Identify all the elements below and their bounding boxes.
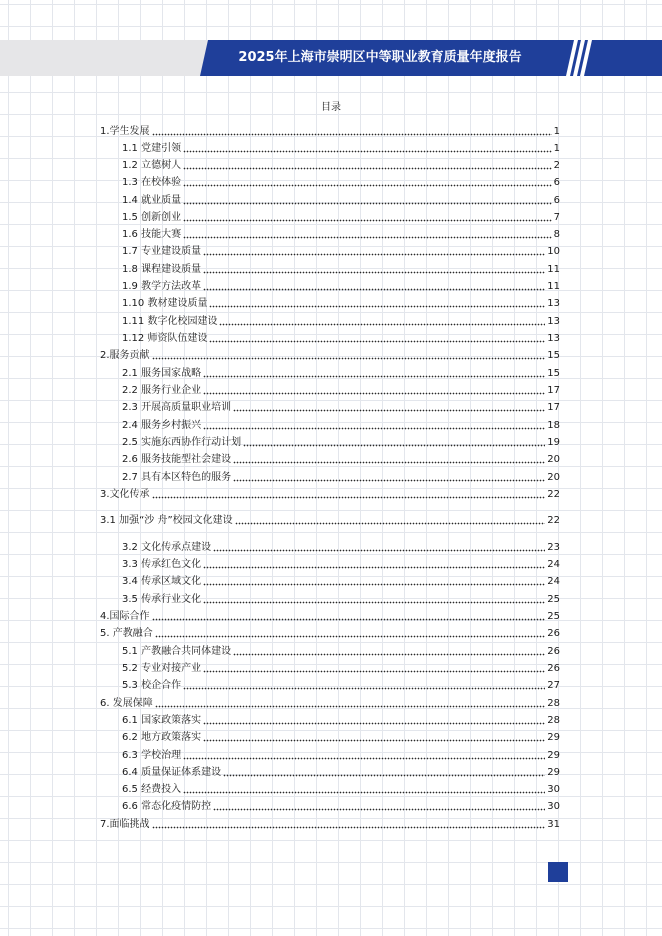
toc-dot-leader	[219, 323, 545, 326]
toc-entry-label: 6.3 学校治理	[122, 750, 182, 761]
toc-entry-page: 22	[547, 489, 560, 500]
toc-dot-leader	[183, 687, 545, 690]
toc-entry[interactable]	[122, 470, 560, 484]
toc-entry-page: 7	[553, 212, 560, 223]
toc-entry-page: 11	[547, 264, 560, 275]
toc-entry-page: 19	[547, 437, 560, 448]
toc-entry-page: 29	[547, 767, 560, 778]
toc-entry[interactable]	[122, 713, 560, 727]
toc-dot-leader	[209, 340, 545, 343]
toc-entry-label: 1.3 在校体验	[122, 177, 182, 188]
toc-entry-page: 24	[547, 576, 560, 587]
toc-dot-leader	[183, 757, 545, 760]
toc-entry[interactable]	[100, 124, 560, 138]
toc-entry-label: 3.4 传承区域文化	[122, 576, 202, 587]
toc-entry-label: 6. 发展保障	[100, 698, 153, 709]
toc-entry[interactable]	[122, 158, 560, 172]
toc-entry-page: 6	[553, 177, 560, 188]
toc-entry-page: 28	[547, 715, 560, 726]
toc-entry-label: 6.1 国家政策落实	[122, 715, 202, 726]
toc-entry[interactable]	[122, 193, 560, 207]
toc-dot-leader	[243, 444, 545, 447]
toc-dot-leader	[233, 479, 545, 482]
toc-dot-leader	[183, 219, 552, 222]
toc-entry-label: 1.7 专业建设质量	[122, 246, 202, 257]
toc-entry-label: 2.4 服务乡村振兴	[122, 420, 202, 431]
toc-entry-label: 7.面临挑战	[100, 819, 150, 830]
toc-entry-label: 2.5 实施东西协作行动计划	[122, 437, 242, 448]
toc-entry-page: 11	[547, 281, 560, 292]
toc-dot-leader	[203, 670, 545, 673]
toc-entry-label: 1.10 教材建设质量	[122, 298, 208, 309]
toc-entry-label: 1.4 就业质量	[122, 195, 182, 206]
toc-entry[interactable]	[122, 314, 560, 328]
toc-entry-page: 17	[547, 385, 560, 396]
toc-dot-leader	[152, 618, 546, 621]
toc-entry-label: 2.3 开展高质量职业培训	[122, 402, 232, 413]
toc-entry[interactable]	[122, 435, 560, 449]
toc-dot-leader	[183, 236, 552, 239]
toc-dot-leader	[209, 305, 545, 308]
toc-dot-leader	[155, 705, 546, 708]
toc-entry-label: 5.3 校企合作	[122, 680, 182, 691]
toc-entry[interactable]	[122, 557, 560, 571]
toc-dot-leader	[203, 427, 545, 430]
toc-entry-label: 2.2 服务行业企业	[122, 385, 202, 396]
toc-dot-leader	[152, 496, 546, 499]
toc-entry[interactable]	[122, 331, 560, 345]
toc-entry-label: 1.8 课程建设质量	[122, 264, 202, 275]
toc-entry[interactable]	[100, 513, 560, 527]
toc-entry[interactable]	[122, 678, 560, 692]
toc-entry[interactable]	[122, 227, 560, 241]
toc-dot-leader	[183, 184, 552, 187]
toc-entry[interactable]	[122, 296, 560, 310]
page-corner-marker	[548, 862, 568, 882]
toc-dot-leader	[203, 566, 545, 569]
toc-entry-page: 30	[547, 784, 560, 795]
toc-dot-leader	[213, 549, 545, 552]
toc-entry-page: 25	[547, 611, 560, 622]
toc-dot-leader	[152, 133, 552, 136]
toc-entry-label: 2.1 服务国家战略	[122, 368, 202, 379]
toc-entry-label: 2.服务贡献	[100, 350, 150, 361]
toc-entry-page: 24	[547, 559, 560, 570]
toc-entry[interactable]	[100, 817, 560, 831]
toc-dot-leader	[203, 601, 545, 604]
toc-entry[interactable]	[100, 626, 560, 640]
toc-entry-page: 30	[547, 801, 560, 812]
toc-entry-page: 29	[547, 732, 560, 743]
toc-entry-label: 6.6 常态化疫情防控	[122, 801, 212, 812]
report-title: 2025年上海市崇明区中等职业教育质量年度报告	[238, 50, 522, 65]
toc-dot-leader	[152, 826, 546, 829]
toc-entry-label: 4.国际合作	[100, 611, 150, 622]
toc-dot-leader	[183, 202, 552, 205]
toc-entry-label: 2.6 服务技能型社会建设	[122, 454, 232, 465]
toc-entry[interactable]	[122, 765, 560, 779]
toc-entry-page: 1	[553, 143, 560, 154]
toc-entry[interactable]	[122, 661, 560, 675]
toc-dot-leader	[233, 409, 545, 412]
toc-entry-page: 26	[547, 663, 560, 674]
toc-heading: 目录	[321, 102, 341, 113]
toc-entry-label: 5.2 专业对接产业	[122, 663, 202, 674]
toc-entry-page: 15	[547, 368, 560, 379]
toc-entry-page: 20	[547, 454, 560, 465]
toc-dot-leader	[233, 461, 545, 464]
toc-entry-page: 8	[553, 229, 560, 240]
toc-entry-label: 3.3 传承红色文化	[122, 559, 202, 570]
toc-entry-page: 26	[547, 628, 560, 639]
toc-entry-page: 22	[547, 515, 560, 526]
toc-dot-leader	[203, 722, 545, 725]
toc-entry-label: 6.2 地方政策落实	[122, 732, 202, 743]
toc-entry-label: 5.1 产教融合共同体建设	[122, 646, 232, 657]
toc-entry-page: 15	[547, 350, 560, 361]
toc-entry-page: 10	[547, 246, 560, 257]
toc-entry-page: 26	[547, 646, 560, 657]
toc-entry-label: 5. 产教融合	[100, 628, 153, 639]
toc-dot-leader	[203, 288, 545, 291]
toc-entry[interactable]	[122, 383, 560, 397]
toc-entry[interactable]	[122, 799, 560, 813]
toc-entry[interactable]	[122, 210, 560, 224]
toc-entry-label: 1.9 教学方法改革	[122, 281, 202, 292]
toc-entry-page: 6	[553, 195, 560, 206]
toc-entry-label: 6.4 质量保证体系建设	[122, 767, 222, 778]
toc-entry-label: 6.5 经费投入	[122, 784, 182, 795]
toc-entry[interactable]	[122, 592, 560, 606]
toc-entry-page: 28	[547, 698, 560, 709]
toc-entry-label: 1.12 师资队伍建设	[122, 333, 208, 344]
toc-entry-page: 13	[547, 298, 560, 309]
toc-entry[interactable]	[122, 279, 560, 293]
toc-entry-page: 20	[547, 472, 560, 483]
toc-dot-leader	[203, 375, 545, 378]
toc-entry-label: 3.2 文化传承点建设	[122, 542, 212, 553]
toc-dot-leader	[183, 167, 552, 170]
toc-entry[interactable]	[122, 400, 560, 414]
toc-entry-page: 27	[547, 680, 560, 691]
toc-entry[interactable]	[122, 540, 560, 554]
toc-entry-label: 1.学生发展	[100, 126, 150, 137]
toc-dot-leader	[223, 774, 545, 777]
toc-entry-page: 31	[547, 819, 560, 830]
toc-entry[interactable]	[100, 609, 560, 623]
toc-entry[interactable]	[122, 175, 560, 189]
toc-entry-page: 1	[553, 126, 560, 137]
toc-entry-label: 3.1 加强“沙 舟”校园文化建设	[100, 515, 233, 526]
toc-entry[interactable]	[100, 348, 560, 362]
toc-entry[interactable]	[122, 262, 560, 276]
toc-dot-leader	[203, 583, 545, 586]
toc-entry[interactable]	[122, 748, 560, 762]
toc-entry[interactable]	[122, 730, 560, 744]
toc-entry-label: 1.11 数字化校园建设	[122, 316, 218, 327]
toc-entry-label: 3.5 传承行业文化	[122, 594, 202, 605]
toc-dot-leader	[183, 791, 545, 794]
toc-dot-leader	[235, 522, 546, 525]
toc-dot-leader	[233, 653, 545, 656]
toc-entry-page: 25	[547, 594, 560, 605]
toc-entry[interactable]	[122, 366, 560, 380]
toc-dot-leader	[213, 808, 545, 811]
toc-entry[interactable]	[122, 141, 560, 155]
toc-entry[interactable]	[100, 696, 560, 710]
toc-dot-leader	[203, 271, 545, 274]
toc-entry[interactable]	[122, 782, 560, 796]
toc-dot-leader	[203, 253, 545, 256]
toc-dot-leader	[155, 635, 546, 638]
toc-entry-label: 1.5 创新创业	[122, 212, 182, 223]
toc-entry-label: 3.文化传承	[100, 489, 150, 500]
toc-dot-leader	[203, 392, 545, 395]
toc-entry-label: 1.2 立德树人	[122, 160, 182, 171]
toc-entry-page: 29	[547, 750, 560, 761]
toc-dot-leader	[203, 739, 545, 742]
toc-dot-leader	[152, 357, 546, 360]
toc-entry-page: 2	[553, 160, 560, 171]
toc-entry[interactable]	[122, 244, 560, 258]
toc-entry-label: 1.6 技能大赛	[122, 229, 182, 240]
toc-entry-label: 1.1 党建引领	[122, 143, 182, 154]
toc-entry-page: 13	[547, 316, 560, 327]
toc-entry[interactable]	[122, 452, 560, 466]
toc-entry-page: 18	[547, 420, 560, 431]
toc-entry-label: 2.7 具有本区特色的服务	[122, 472, 232, 483]
toc-dot-leader	[183, 150, 552, 153]
toc-entry-page: 23	[547, 542, 560, 553]
toc-entry[interactable]	[122, 574, 560, 588]
toc-entry-page: 13	[547, 333, 560, 344]
toc-entry[interactable]	[122, 644, 560, 658]
toc-entry-page: 17	[547, 402, 560, 413]
toc-entry[interactable]	[122, 418, 560, 432]
toc-entry[interactable]	[100, 487, 560, 501]
